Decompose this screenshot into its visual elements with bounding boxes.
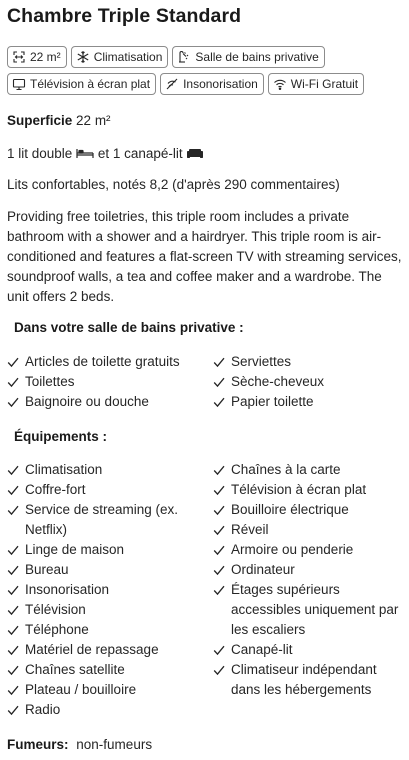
list-item	[213, 580, 405, 640]
checkmark-icon	[7, 392, 25, 412]
tv-icon	[12, 77, 26, 91]
list-item-label: Télévision	[25, 602, 86, 617]
list-item	[7, 680, 207, 700]
checkmark-icon	[213, 660, 231, 680]
bath-icon	[177, 50, 191, 64]
checkmark-icon	[213, 500, 231, 520]
equipment-list-right	[213, 460, 405, 700]
list-item	[7, 640, 207, 660]
list-item-label: Radio	[25, 702, 61, 717]
badge-area-label: 22 m²	[30, 50, 61, 64]
checkmark-icon	[7, 372, 25, 392]
list-item	[7, 580, 207, 600]
list-item	[7, 660, 207, 680]
badge-private-bathroom-label: Salle de bains privative	[195, 50, 319, 64]
equipment-section-title: Équipements :	[14, 429, 108, 444]
checkmark-icon	[213, 640, 231, 660]
list-item	[7, 540, 207, 560]
checkmark-icon	[213, 392, 231, 412]
bed-info	[7, 144, 204, 164]
checkmark-icon	[213, 352, 231, 372]
snowflake-icon	[76, 50, 90, 64]
list-item	[213, 540, 405, 560]
checkmark-icon	[7, 640, 25, 660]
room-description: Providing free toiletries, this triple room includes a private bathroom with a shower and a hairdryer. This triple room is air-conditioned and features a flat-screen TV with streaming services, soundproof walls, a tea and coffee maker and a wardrobe. The unit offers 2 beds.	[7, 209, 402, 304]
list-item-label: Étages supérieurs accessibles uniquement par les escaliers	[231, 582, 399, 637]
checkmark-icon	[213, 520, 231, 540]
list-item	[213, 660, 405, 700]
checkmark-icon	[213, 580, 231, 600]
badge-climatisation	[71, 46, 169, 68]
equipment-list-left	[7, 460, 207, 720]
checkmark-icon	[7, 700, 25, 720]
list-item-label: Bureau	[25, 562, 69, 577]
checkmark-icon	[213, 540, 231, 560]
list-item-label: Serviettes	[231, 354, 292, 369]
list-item	[7, 372, 207, 392]
sofa-bed-icon	[186, 145, 204, 156]
list-item-label: Chaînes à la carte	[231, 462, 341, 477]
badge-private-bathroom	[172, 46, 324, 68]
checkmark-icon	[7, 660, 25, 680]
list-item	[7, 500, 207, 540]
badge-climatisation-label: Climatisation	[93, 50, 163, 64]
list-item	[213, 460, 405, 480]
soundproof-icon	[165, 77, 179, 91]
list-item	[213, 500, 405, 520]
badge-wifi-label: Wi-Fi Gratuit	[290, 77, 359, 91]
list-item-label: Matériel de repassage	[25, 642, 159, 657]
checkmark-icon	[7, 600, 25, 620]
area-icon	[12, 50, 26, 64]
list-item-label: Télévision à écran plat	[231, 482, 367, 497]
checkmark-icon	[213, 460, 231, 480]
facility-badges	[7, 46, 407, 95]
list-item	[213, 372, 409, 392]
smoking-value: non-fumeurs	[76, 737, 153, 752]
badge-flat-tv-label: Télévision à écran plat	[30, 77, 151, 91]
checkmark-icon	[213, 560, 231, 580]
list-item	[213, 352, 409, 372]
checkmark-icon	[7, 500, 25, 520]
list-item-label: Chaînes satellite	[25, 662, 125, 677]
list-item	[7, 560, 207, 580]
list-item-label: Climatiseur indépendant dans les hébergements	[231, 662, 377, 697]
room-title: Chambre Triple Standard	[7, 5, 242, 27]
badge-wifi	[268, 73, 364, 95]
list-item-label: Téléphone	[25, 622, 89, 637]
list-item-label: Toilettes	[25, 374, 75, 389]
smoking-label: Fumeurs:	[7, 737, 69, 752]
room-size	[7, 111, 111, 131]
bed-info-double: 1 lit double	[7, 146, 73, 161]
checkmark-icon	[7, 620, 25, 640]
list-item	[213, 560, 405, 580]
list-item-label: Baignoire ou douche	[25, 394, 149, 409]
badge-flat-tv	[7, 73, 156, 95]
list-item-label: Articles de toilette gratuits	[25, 354, 180, 369]
list-item-label: Plateau / bouilloire	[25, 682, 137, 697]
checkmark-icon	[7, 460, 25, 480]
list-item	[7, 460, 207, 480]
list-item-label: Papier toilette	[231, 394, 314, 409]
list-item-label: Insonorisation	[25, 582, 110, 597]
list-item	[7, 700, 207, 720]
badge-area	[7, 46, 67, 68]
checkmark-icon	[213, 480, 231, 500]
list-item	[7, 480, 207, 500]
list-item-label: Service de streaming (ex. Netflix)	[25, 502, 179, 537]
badge-soundproof	[160, 73, 264, 95]
list-item-label: Armoire ou penderie	[231, 542, 354, 557]
checkmark-icon	[7, 680, 25, 700]
badge-soundproof-label: Insonorisation	[183, 77, 258, 91]
bathroom-section-title: Dans votre salle de bains privative :	[14, 320, 244, 335]
list-item	[7, 352, 207, 372]
room-size-value: 22 m²	[76, 113, 111, 128]
list-item	[7, 620, 207, 640]
bathroom-list-right	[213, 352, 409, 412]
room-size-label: Superficie	[7, 113, 73, 128]
checkmark-icon	[7, 560, 25, 580]
list-item-label: Canapé-lit	[231, 642, 293, 657]
checkmark-icon	[213, 372, 231, 392]
checkmark-icon	[7, 540, 25, 560]
list-item	[7, 392, 207, 412]
checkmark-icon	[7, 480, 25, 500]
list-item-label: Climatisation	[25, 462, 103, 477]
list-item	[7, 600, 207, 620]
bed-info-sofa: et 1 canapé-lit	[97, 146, 183, 161]
list-item-label: Réveil	[231, 522, 269, 537]
list-item	[213, 392, 409, 412]
list-item	[213, 520, 405, 540]
bathroom-list-left	[7, 352, 207, 412]
wifi-icon	[273, 77, 287, 91]
list-item-label: Coffre-fort	[25, 482, 86, 497]
list-item	[213, 480, 405, 500]
list-item-label: Bouilloire électrique	[231, 502, 349, 517]
list-item-label: Ordinateur	[231, 562, 295, 577]
checkmark-icon	[7, 580, 25, 600]
smoking-policy	[7, 736, 152, 754]
checkmark-icon	[7, 352, 25, 372]
list-item-label: Linge de maison	[25, 542, 125, 557]
double-bed-icon	[76, 145, 94, 156]
list-item	[213, 640, 405, 660]
list-item-label: Sèche-cheveux	[231, 374, 325, 389]
bed-rating-text: Lits confortables, notés 8,2 (d'après 290 commentaires)	[7, 177, 340, 192]
